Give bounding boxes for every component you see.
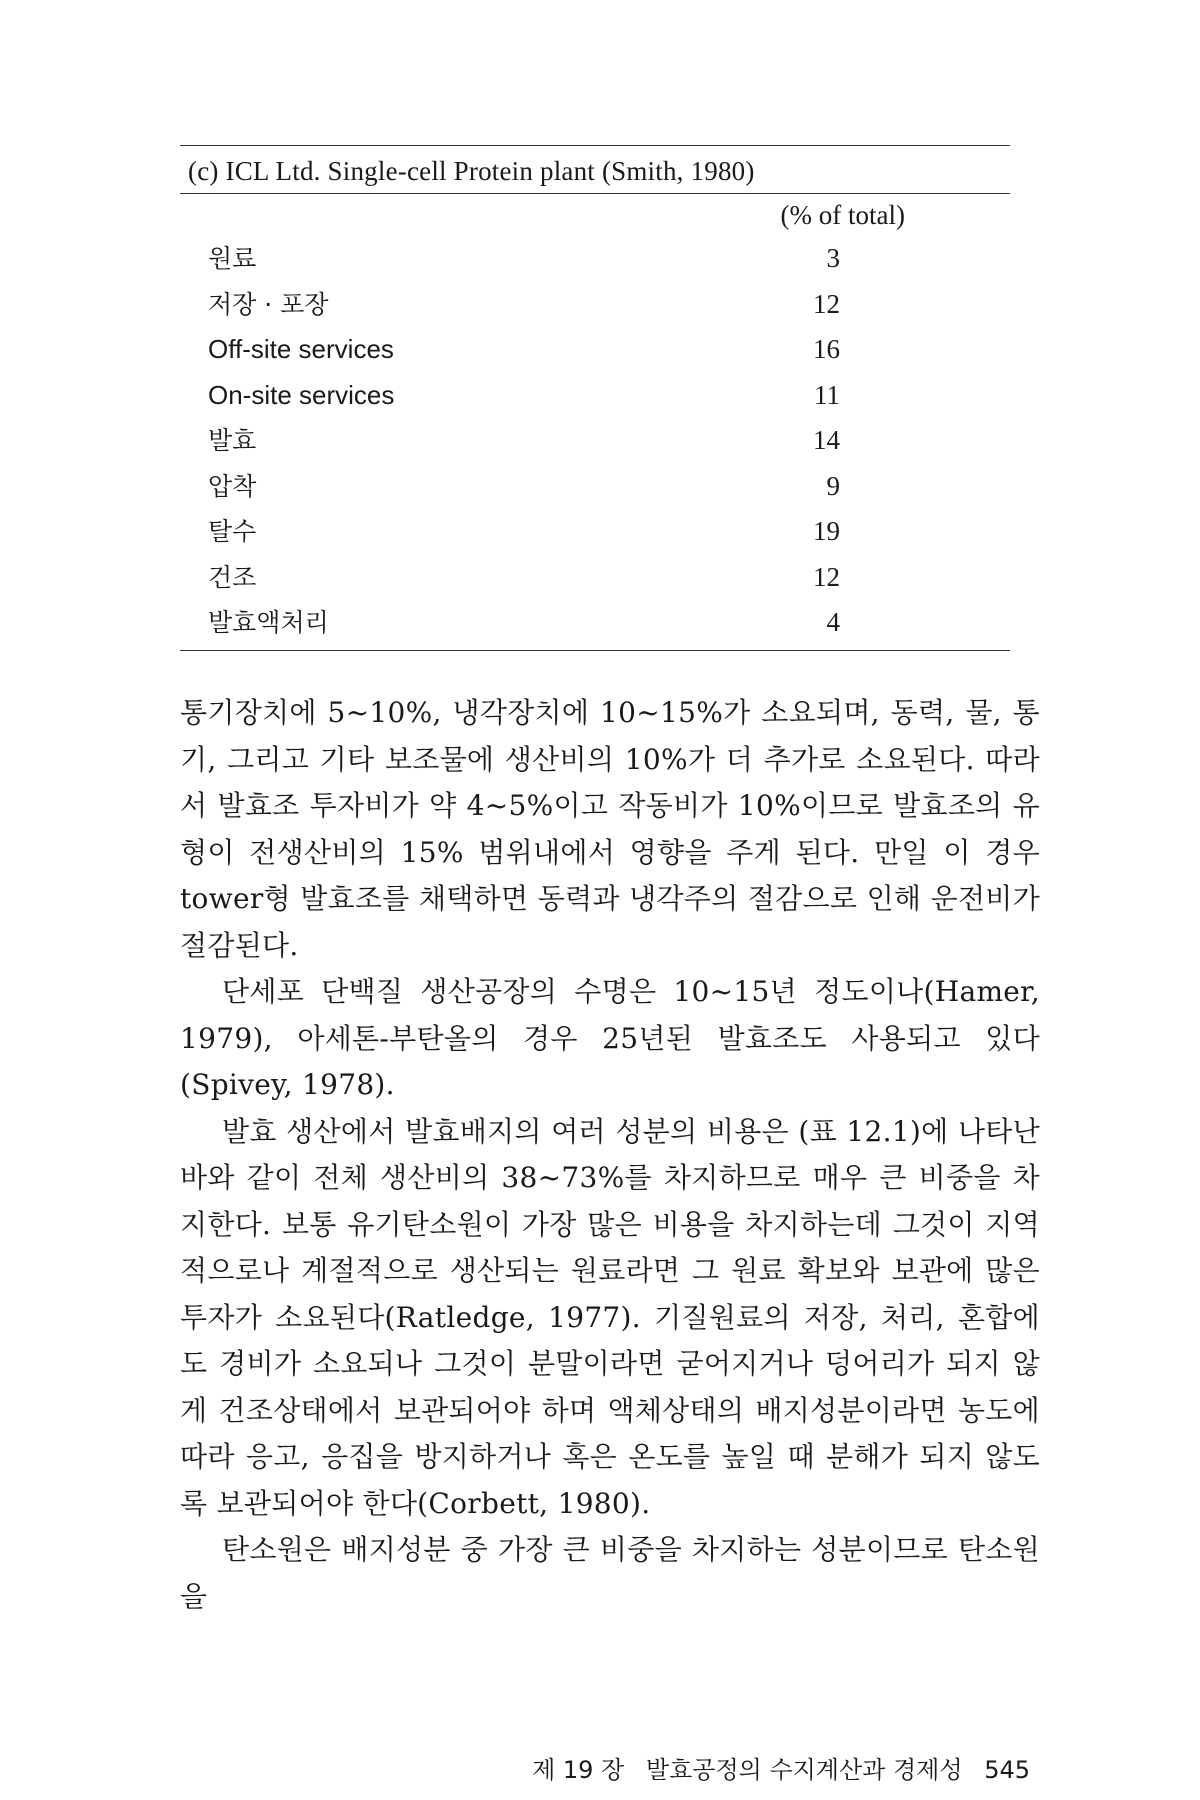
cost-table — [180, 145, 1010, 651]
row-label: 원료 — [208, 244, 257, 273]
row-label: 발효 — [208, 426, 257, 455]
row-value: 19 — [813, 516, 840, 546]
row-value: 14 — [813, 425, 840, 455]
row-value: 16 — [813, 334, 840, 364]
footer-chapter: 제 19 장 — [532, 1756, 625, 1784]
table-row — [180, 282, 1010, 328]
row-value: 12 — [813, 561, 840, 592]
row-value: 9 — [826, 470, 840, 501]
row-label: 발효액처리 — [208, 608, 329, 637]
paragraph: 통기장치에 5~10%, 냉각장치에 10~15%가 소요되며, 동력, 물, 통기, 그리고 기타 보조물에 생산비의 10%가 더 추가로 소요된다. 따라서 발효조 투자비가 약 4~5%이고 작동비가 10%이므로 발효조의 유형이 전생산비의 15% 범위내에서 영향을 주게 된다. 만일 이 경우 tower형 발효조를 채택하면 동력과 냉각주의 절감으로 인해 운전비가 절감된다. — [180, 696, 1040, 962]
row-value: 3 — [826, 243, 840, 273]
table-row — [180, 236, 1010, 282]
paragraph: 탄소원은 배지성분 중 가장 큰 비중을 차지하는 성분이므로 탄소원을 — [180, 1533, 1040, 1613]
table-bottom-rule — [180, 650, 1010, 651]
table-row — [180, 464, 1010, 510]
table-row — [180, 555, 1010, 601]
row-value: 11 — [814, 379, 840, 410]
table-row — [180, 418, 1010, 464]
row-label: On-site services — [208, 379, 395, 410]
table-row — [180, 373, 1010, 419]
row-label: 건조 — [208, 562, 257, 592]
table-row — [180, 327, 1010, 373]
page-number: 545 — [984, 1756, 1030, 1784]
table-unit-header: (% of total) — [780, 200, 905, 230]
body-text — [180, 690, 1040, 1620]
table-caption: (c) ICL Ltd. Single-cell Protein plant (Smith, 1980) — [188, 156, 755, 186]
row-value: 12 — [813, 288, 840, 319]
paragraph: 발효 생산에서 발효배지의 여러 성분의 비용은 (표 12.1)에 나타난 바와 같이 전체 생산비의 38~73%를 차지하므로 매우 큰 비중을 차지한다. 보통 유기탄소원이 가장 많은 비용을 차지하는데 그것이 지역적으로나 계절적으로 생산되는 원료라면 그 원료 확보와 보관에 많은 투자가 소요된다(Ratledge, 1977). 기질원료의 저장, 처리, 혼합에도 경비가 소요되나 그것이 분말이라면 굳어지거나 덩어리가 되지 않게 건조상태에서 보관되어야 하며 액체상태의 배지성분이라면 농도에 따라 응고, 응집을 방지하거나 혹은 온도를 높일 때 분해가 되지 않도록 보관되어야 한다(Corbett, 1980). — [180, 1114, 1040, 1520]
footer-title: 발효공정의 수지계산과 경제성 — [645, 1756, 963, 1784]
table-row — [180, 600, 1010, 646]
row-value: 4 — [826, 607, 840, 637]
row-label: Off-site services — [208, 334, 394, 364]
paragraph: 단세포 단백질 생산공장의 수명은 10~15년 정도이나(Hamer, 1979), 아세톤-부탄올의 경우 25년된 발효조도 사용되고 있다 (Spivey, 1978). — [180, 975, 1040, 1101]
row-label: 저장 · 포장 — [208, 289, 329, 319]
row-label: 탈수 — [208, 517, 257, 546]
page-footer — [510, 1750, 1030, 1785]
row-label: 압착 — [208, 471, 257, 501]
table-row — [180, 509, 1010, 555]
